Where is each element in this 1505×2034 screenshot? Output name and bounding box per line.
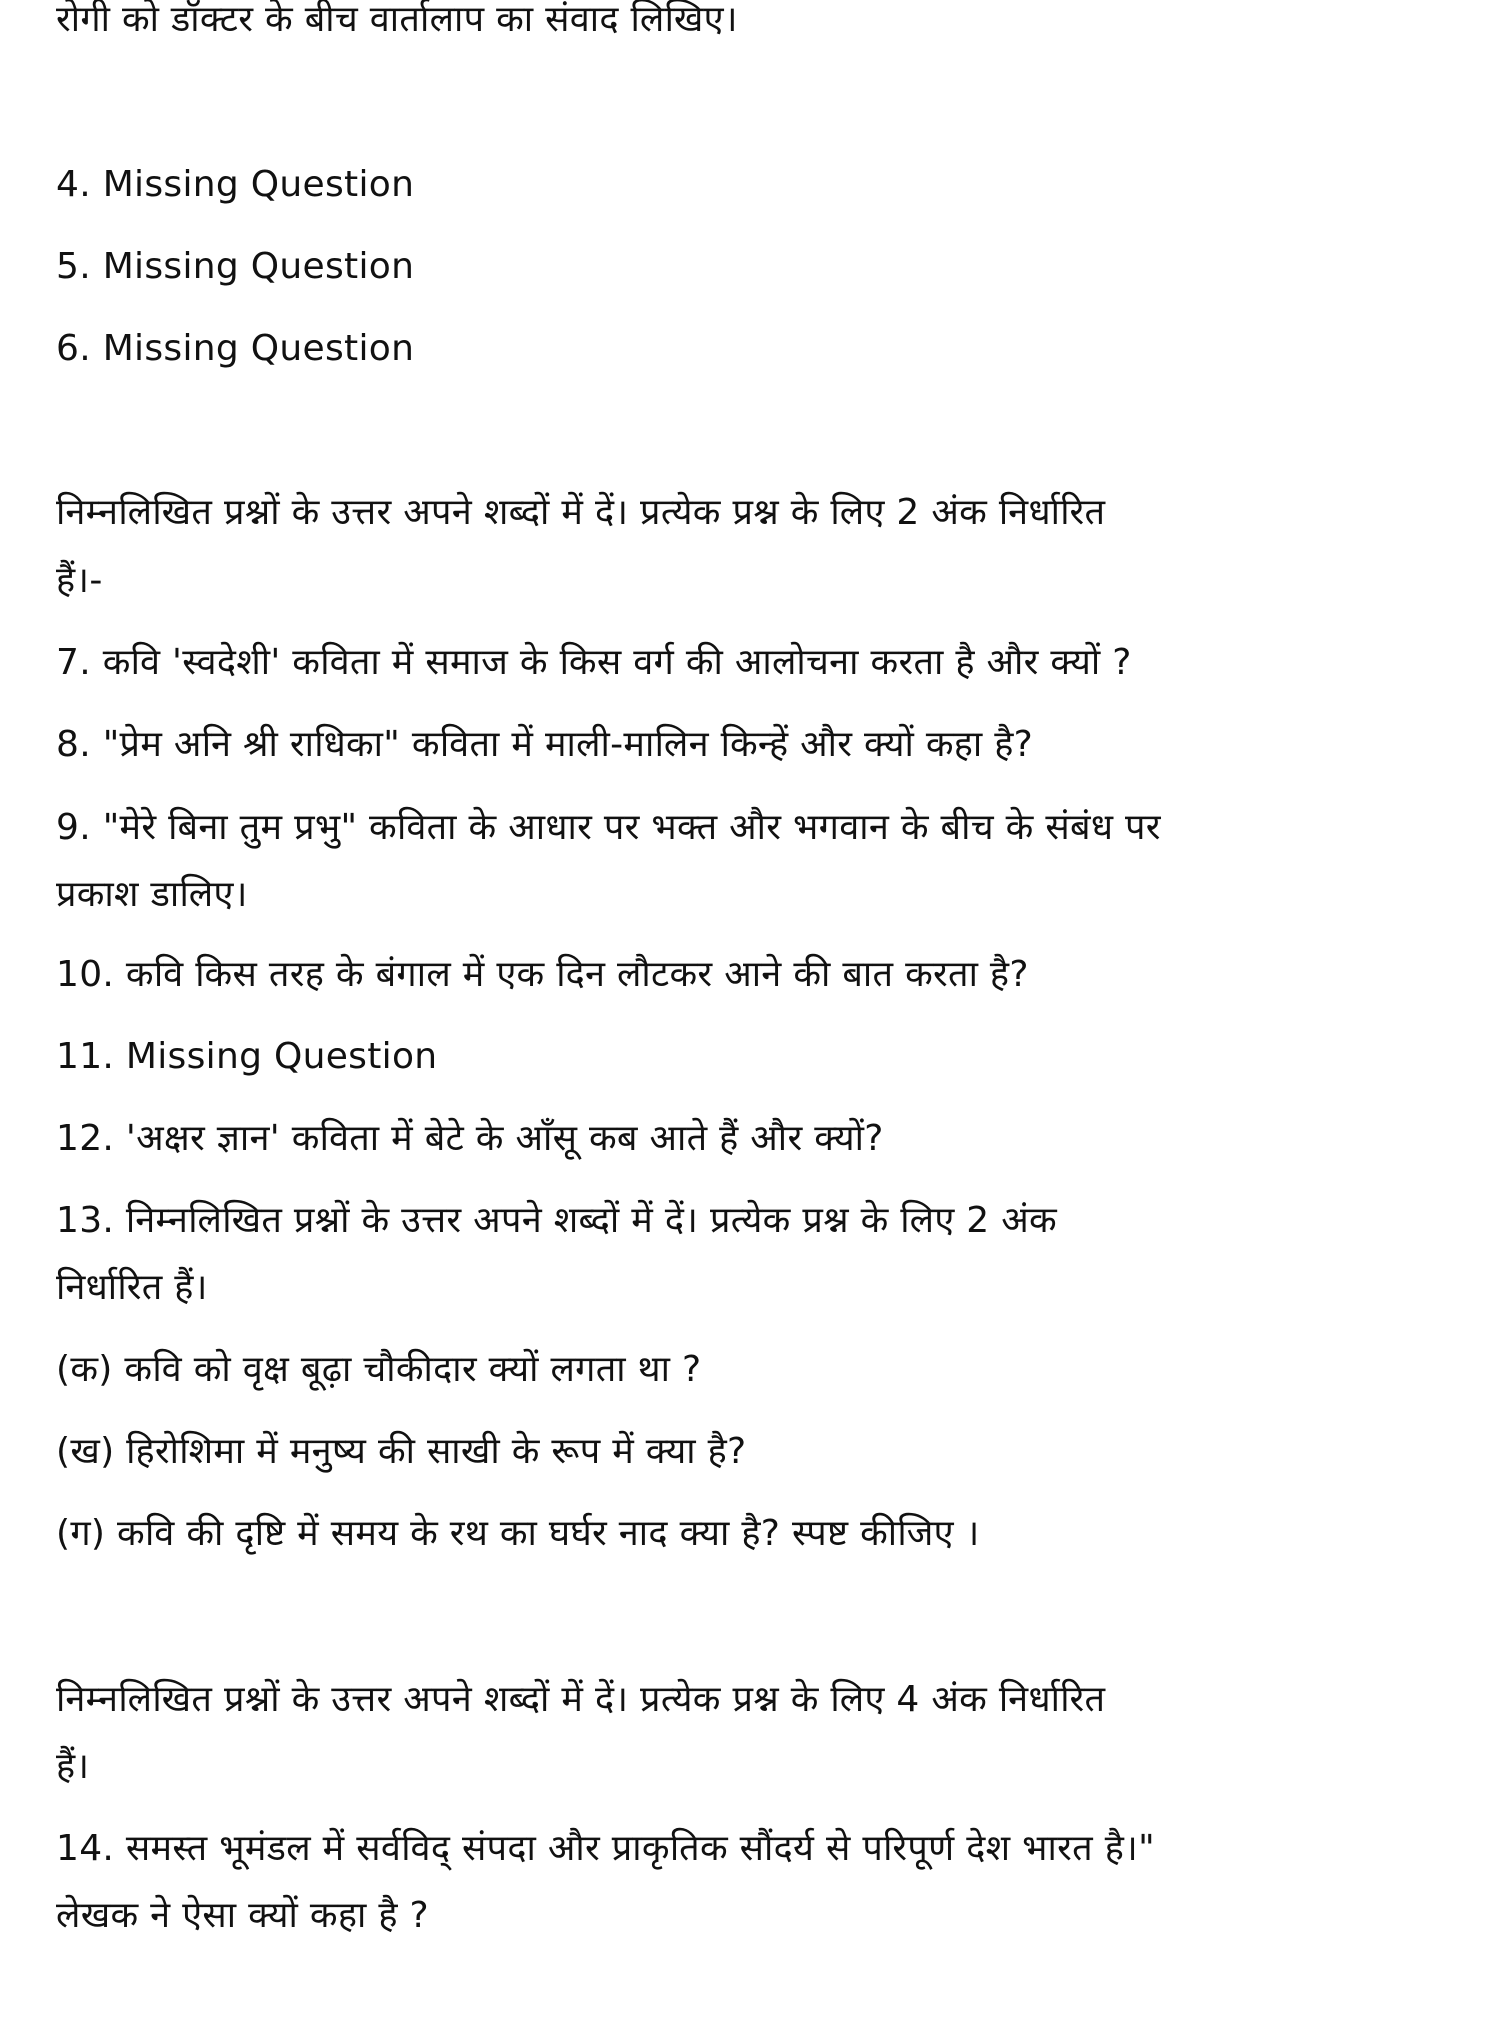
section-instruction-4-marks-cont: हैं। [56,1746,90,1787]
question-8: 8. "प्रेम अनि श्री राधिका" कविता में माली-मालिन किन्हें और क्यों कहा है? [56,724,1034,765]
question-11: 11. Missing Question [56,1036,438,1077]
question-9: 9. "मेरे बिना तुम प्रभु" कविता के आधार पर भक्त और भगवान के बीच के संबंध पर [56,807,1161,848]
question-14-cont: लेखक ने ऐसा क्यों कहा है ? [56,1895,429,1936]
question-13-ka: (क) कवि को वृक्ष बूढ़ा चौकीदार क्यों लगता था ? [56,1349,702,1390]
question-13-ga: (ग) कवि की दृष्टि में समय के रथ का घर्घर नाद क्या है? स्पष्ट कीजिए । [56,1513,980,1554]
question-13-kha: (ख) हिरोशिमा में मनुष्य की साखी के रूप में क्या है? [56,1431,747,1472]
question-12: 12. 'अक्षर ज्ञान' कविता में बेटे के आँसू कब आते हैं और क्यों? [56,1118,884,1159]
question-6: 6. Missing Question [56,328,415,369]
section-instruction-4-marks: निम्नलिखित प्रश्नों के उत्तर अपने शब्दों में दें। प्रत्येक प्रश्न के लिए 4 अंक निर्धारित [56,1679,1106,1720]
question-7: 7. कवि 'स्वदेशी' कविता में समाज के किस वर्ग की आलोचना करता है और क्यों ? [56,642,1132,683]
section-instruction-2-marks: निम्नलिखित प्रश्नों के उत्तर अपने शब्दों में दें। प्रत्येक प्रश्न के लिए 2 अंक निर्धारित [56,492,1106,533]
question-4: 4. Missing Question [56,164,415,205]
section-instruction-2-marks-cont: हैं।- [56,560,103,601]
question-13-cont: निर्धारित हैं। [56,1267,208,1308]
dialogue-instruction: रोगी को डॉक्टर के बीच वार्तालाप का संवाद लिखिए। [56,0,738,40]
question-9-cont: प्रकाश डालिए। [56,874,248,915]
question-14: 14. समस्त भूमंडल में सर्वविद् संपदा और प्राकृतिक सौंदर्य से परिपूर्ण देश भारत है।" [56,1828,1155,1869]
question-13: 13. निम्नलिखित प्रश्नों के उत्तर अपने शब्दों में दें। प्रत्येक प्रश्न के लिए 2 अंक [56,1200,1057,1241]
question-5: 5. Missing Question [56,246,415,287]
question-10: 10. कवि किस तरह के बंगाल में एक दिन लौटकर आने की बात करता है? [56,954,1029,995]
